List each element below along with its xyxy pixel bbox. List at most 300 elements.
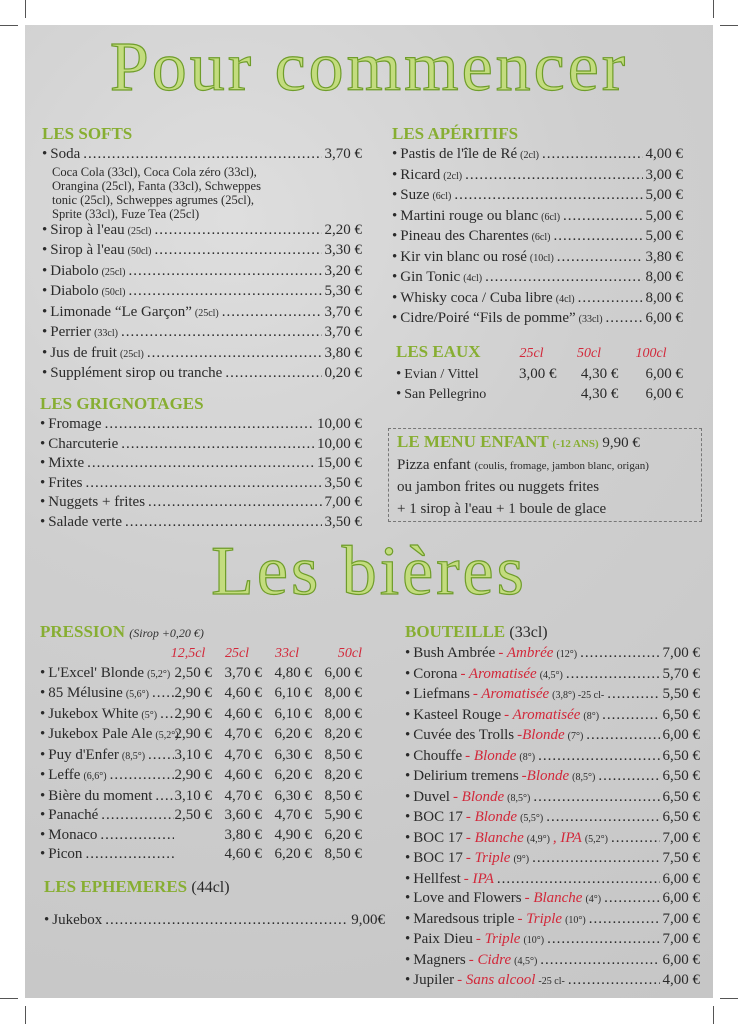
bullet: •	[40, 474, 46, 491]
dot-leader	[578, 289, 643, 309]
item-price: 6,50 €	[662, 788, 700, 805]
item-note: (4,5°)	[514, 955, 538, 967]
dot-leader	[532, 849, 659, 869]
dot-leader	[547, 930, 659, 950]
item-price: 4,30 €	[580, 366, 619, 382]
beer-style: -Blonde	[517, 727, 565, 743]
dot-leader	[557, 248, 643, 268]
bullet: •	[392, 146, 398, 162]
item-price: 6,00 €	[662, 727, 700, 743]
item-name: Frites	[48, 474, 83, 491]
item-note: (50cl)	[101, 287, 126, 298]
dot-leader	[87, 454, 314, 474]
menu-item	[42, 282, 362, 303]
menu-item	[40, 474, 362, 494]
item-price: 6,00 €	[324, 664, 362, 681]
dot-leader	[465, 166, 642, 186]
item-note: (33cl)	[578, 314, 603, 325]
menu-item	[40, 826, 362, 846]
bullet: •	[40, 787, 46, 804]
item-price: 10,00 €	[317, 416, 362, 432]
bullet: •	[40, 685, 46, 701]
bullet: •	[392, 166, 398, 183]
bullet: •	[40, 705, 46, 722]
item-price: 2,50 €	[174, 664, 212, 681]
item-price: 4,60 €	[224, 705, 262, 722]
dot-leader	[222, 303, 322, 323]
bullet: •	[405, 665, 411, 682]
size-header: 100cl	[635, 346, 667, 361]
item-price: 4,30 €	[580, 385, 619, 402]
beer-style: - Aromatisée	[460, 665, 537, 682]
menu-item	[42, 241, 362, 262]
item-note: (6cl)	[432, 191, 452, 202]
menu-item	[40, 766, 362, 787]
bullet: •	[396, 385, 402, 402]
dot-leader	[589, 910, 660, 930]
item-price: 5,70 €	[662, 665, 700, 682]
item-price: 5,00 €	[645, 187, 683, 203]
item-name: Suze	[400, 187, 430, 203]
dot-leader	[85, 474, 321, 494]
item-price: 3,10 €	[174, 746, 212, 763]
menu-line: ou jambon frites ou nuggets frites	[397, 479, 600, 495]
dot-leader	[566, 665, 660, 685]
beer-style: - Cidre	[468, 951, 512, 968]
item-price: 4,00 €	[662, 972, 700, 988]
bullet: •	[396, 366, 402, 382]
item-price: 4,70 €	[224, 787, 262, 804]
item-note: (25cl)	[101, 266, 126, 278]
section-title: LES GRIGNOTAGES	[40, 394, 204, 413]
item-price: 3,80 €	[324, 344, 362, 361]
soda-description-line: Sprite (33cl), Fuze Tea (25cl)	[52, 206, 200, 221]
bullet: •	[392, 207, 398, 224]
item-name: Gin Tonic	[400, 269, 461, 285]
menu-item	[40, 806, 362, 826]
item-name: Martini rouge ou blanc	[400, 207, 539, 224]
item-price: 5,90 €	[324, 807, 362, 823]
item-name: Leffe	[48, 767, 81, 783]
item-price: 6,50 €	[662, 747, 700, 764]
bullet: •	[40, 664, 46, 681]
item-note: (25cl)	[119, 348, 144, 360]
dot-leader	[563, 207, 642, 227]
menu-item	[405, 747, 700, 768]
section-title: LE MENU ENFANT	[397, 432, 549, 451]
item-name: Mixte	[48, 455, 85, 471]
menu-item	[42, 364, 362, 384]
item-price: 3,20 €	[324, 262, 362, 279]
item-name: BOC 17	[413, 809, 463, 825]
item-price: 3,70 €	[324, 303, 362, 320]
dot-leader	[602, 706, 659, 726]
menu-item	[392, 227, 683, 248]
menu-item	[405, 726, 700, 747]
dot-leader	[580, 644, 659, 664]
item-price: 2,20 €	[324, 221, 362, 238]
menu-item	[40, 415, 362, 435]
item-name: Kasteel Rouge	[413, 706, 502, 723]
item-price: 5,00 €	[645, 207, 683, 224]
item-price	[162, 826, 212, 846]
menu-item	[40, 746, 362, 767]
item-price: 7,00 €	[662, 645, 700, 661]
item-note: (10°)	[523, 935, 545, 946]
item-name: Jus de fruit	[50, 344, 117, 361]
section-title: LES SOFTS	[42, 124, 133, 143]
dot-leader	[155, 241, 322, 261]
beer-style: - IPA	[463, 870, 494, 887]
soda-description-line: Orangina (25cl), Fanta (33cl), Schweppes	[52, 178, 261, 193]
item-price: 2,90 €	[174, 726, 212, 742]
item-name: Nuggets + frites	[48, 494, 146, 510]
bullet: •	[40, 494, 46, 510]
item-note: (5,2°)	[155, 730, 179, 741]
section-aperitifs	[392, 123, 683, 330]
item-name: San Pellegrino	[404, 386, 487, 402]
item-price: 15,00 €	[317, 455, 362, 471]
item-note: (7°)	[567, 731, 584, 742]
dot-leader	[606, 309, 643, 329]
dot-leader	[485, 268, 642, 288]
bullet: •	[42, 221, 48, 238]
item-price: 5,30 €	[324, 283, 362, 299]
item-name: L'Excel' Blonde	[48, 664, 145, 681]
dot-leader	[604, 889, 659, 909]
item-name: Chouffe	[413, 747, 463, 764]
item-note: (5,5°)	[520, 813, 544, 824]
menu-item	[405, 706, 700, 727]
item-name: Monaco	[48, 826, 98, 843]
item-price: 6,10 €	[274, 705, 312, 722]
bullet: •	[405, 890, 411, 906]
dot-leader	[121, 435, 314, 455]
bullet: •	[40, 726, 46, 742]
menu-item	[392, 207, 683, 228]
item-name: Delirium tremens	[413, 768, 519, 784]
item-name: Bière du moment	[48, 787, 153, 804]
item-name: Jukebox Pale Ale	[48, 726, 153, 742]
item-price: 6,00 €	[662, 870, 700, 887]
item-price: 6,50 €	[662, 706, 700, 723]
menu-item-soda: • Soda ..... 3,70 €	[42, 145, 362, 165]
section-ephemeres	[44, 876, 385, 931]
item-name: Cuvée des Trolls	[413, 727, 515, 743]
item-price: 2,50 €	[174, 807, 212, 823]
menu-item	[40, 787, 362, 807]
menu-line: + 1 sirop à l'eau + 1 boule de glace	[397, 501, 607, 517]
menu-item	[405, 849, 700, 870]
item-price: 3,00 €	[645, 166, 683, 183]
item-note: (8°)	[519, 751, 536, 763]
size-header: 50cl	[337, 646, 362, 661]
menu-line-note: (coulis, fromage, jambon blanc, origan)	[474, 460, 649, 472]
bullet: •	[405, 829, 411, 846]
item-price	[162, 845, 212, 865]
item-price: 6,00 €	[645, 366, 683, 382]
item-price: 2,90 €	[174, 685, 212, 701]
menu-price: 9,90 €	[602, 435, 640, 451]
menu-item	[40, 454, 362, 474]
bullet: •	[405, 931, 411, 947]
item-note: (25cl)	[194, 307, 219, 319]
item-price: 6,30 €	[274, 787, 312, 804]
dot-leader	[85, 845, 174, 865]
dot-leader	[225, 364, 321, 384]
crop-mark	[713, 0, 714, 18]
item-note: (8°)	[583, 710, 600, 722]
item-name: Fromage	[48, 416, 102, 432]
bullet: •	[42, 283, 48, 299]
item-name: Duvel	[413, 788, 450, 805]
section-bouteille	[405, 621, 700, 992]
menu-item	[44, 911, 385, 931]
bullet: •	[405, 910, 411, 927]
item-price: 3,60 €	[224, 807, 262, 823]
dot-leader	[607, 685, 659, 705]
bullet: •	[40, 435, 46, 452]
bullet: •	[392, 187, 398, 203]
item-name: Picon	[48, 846, 83, 862]
section-menu-enfant	[388, 428, 702, 522]
item-price: 3,50 €	[324, 474, 362, 491]
section-eaux	[396, 341, 683, 404]
bullet: •	[405, 809, 411, 825]
dot-leader	[540, 951, 659, 971]
item-price: 6,20 €	[274, 767, 312, 783]
dot-leader	[542, 145, 642, 165]
item-name: Liefmans	[413, 686, 470, 702]
item-note: (12°)	[556, 649, 578, 660]
item-price: 6,20 €	[274, 846, 312, 862]
menu-item	[392, 289, 683, 310]
item-name: Perrier	[50, 324, 92, 340]
bullet: •	[405, 951, 411, 968]
menu-item	[405, 644, 700, 665]
beer-style: - Triple	[475, 931, 521, 947]
item-price: 3,50 €	[324, 513, 362, 530]
bullet: •	[392, 228, 398, 244]
item-name: Diabolo	[50, 262, 99, 279]
item-name: Jukebox White	[48, 705, 139, 722]
menu-item	[405, 829, 700, 850]
item-note: (25cl)	[127, 225, 152, 237]
menu-item	[40, 493, 362, 513]
item-price: 7,00 €	[662, 829, 700, 846]
dot-leader	[148, 493, 321, 513]
menu-item	[405, 767, 700, 788]
beer-style: - Blanche	[465, 829, 524, 846]
item-note: (3,8°) -25 cl-	[552, 690, 605, 701]
item-note: (8,5°)	[507, 792, 531, 804]
item-price: 7,00 €	[662, 910, 700, 927]
crop-mark	[720, 25, 738, 26]
bullet: •	[42, 344, 48, 361]
bullet: •	[40, 746, 46, 763]
menu-item	[40, 664, 362, 685]
item-note: (6cl)	[541, 211, 561, 223]
menu-item	[405, 665, 700, 686]
dot-leader	[568, 971, 660, 991]
item-price: 10,00 €	[317, 435, 362, 452]
beer-style: - Aromatisée	[504, 706, 581, 723]
item-name: Magners	[413, 951, 466, 968]
menu-item	[405, 971, 700, 992]
crop-mark	[25, 1006, 26, 1024]
menu-item	[396, 365, 683, 385]
bullet: •	[40, 807, 46, 823]
item-price: 3,80 €	[224, 826, 262, 843]
dot-leader	[121, 323, 322, 343]
bullet: •	[40, 826, 46, 843]
beer-style: - Aromatisée	[472, 686, 550, 702]
item-note: (4°)	[585, 894, 602, 905]
size-header: 33cl	[274, 646, 300, 661]
item-price: 6,10 €	[274, 685, 312, 701]
menu-item	[40, 705, 362, 726]
crop-mark	[713, 1006, 714, 1024]
item-note: (8,5°)	[572, 772, 596, 783]
item-note: (2cl)	[520, 150, 540, 161]
item-name: Sirop à l'eau	[50, 221, 125, 238]
item-note: (4,5°)	[539, 669, 563, 681]
item-name: Paix Dieu	[413, 931, 473, 947]
bullet: •	[405, 850, 411, 866]
item-note: (9°)	[513, 854, 530, 865]
bullet: •	[40, 767, 46, 783]
soda-description-line: tonic (25cl), Schweppes agrumes (25cl),	[52, 192, 255, 207]
crop-mark	[720, 998, 738, 999]
menu-item	[392, 186, 683, 207]
item-name: Love and Flowers	[413, 890, 522, 906]
item-price: 8,00 €	[324, 705, 362, 722]
item-price: 7,50 €	[662, 850, 700, 866]
age-note: (-12 ANS)	[552, 438, 599, 450]
section-subtitle: (33cl)	[509, 624, 548, 641]
item-note: (2cl)	[443, 170, 463, 182]
bullet: •	[392, 310, 398, 326]
item-price: 8,50 €	[324, 846, 362, 862]
item-name: Salade verte	[48, 513, 122, 530]
soda-description	[42, 165, 362, 221]
item-price: 3,80 €	[645, 248, 683, 265]
dot-leader	[533, 788, 659, 808]
item-name: Sirop à l'eau	[50, 242, 125, 258]
bullet: •	[392, 269, 398, 285]
menu-item	[42, 323, 362, 344]
item-price: 3,00 €	[518, 366, 557, 382]
item-note: (10cl)	[529, 252, 554, 264]
item-note: (10°)	[565, 914, 586, 926]
bullet: •	[405, 972, 411, 988]
item-name: Maredsous triple	[413, 910, 515, 927]
dot-leader	[128, 262, 321, 282]
bullet: •	[42, 262, 48, 279]
menu-item	[42, 262, 362, 283]
menu-item	[392, 248, 683, 269]
soda-description-line: Coca Cola (33cl), Coca Cola zéro (33cl),	[52, 164, 257, 179]
item-name: BOC 17	[413, 829, 463, 846]
size-header: 25cl	[519, 346, 544, 361]
beer-style: - Ambrée	[498, 645, 554, 661]
item-note: (6cl)	[531, 232, 551, 243]
dot-leader	[598, 767, 659, 787]
item-price: 7,00 €	[324, 494, 362, 510]
dot-leader	[147, 344, 322, 364]
item-note: (5,2°)	[584, 833, 608, 845]
item-note: (6,6°)	[83, 771, 107, 782]
menu-line: Pizza enfant	[397, 457, 471, 473]
menu-item	[40, 684, 362, 705]
beer-style: - Triple	[517, 910, 563, 927]
bullet: •	[42, 365, 48, 381]
section-grignotages	[40, 393, 362, 532]
beer-style: - Blonde	[465, 747, 517, 764]
dot-leader	[128, 282, 321, 302]
beer-style: - Blanche	[524, 890, 583, 906]
bullet: •	[40, 846, 46, 862]
bullet: •	[40, 416, 46, 432]
item-price: 6,00 €	[645, 385, 683, 402]
size-header: 25cl	[224, 646, 250, 661]
bullet: •	[405, 686, 411, 702]
menu-item	[396, 385, 683, 405]
bullet: •	[42, 324, 48, 340]
item-price: 8,20 €	[324, 726, 362, 742]
bullet: •	[392, 289, 398, 306]
item-price: 3,10 €	[174, 787, 212, 804]
size-header: 12,5cl	[170, 646, 206, 661]
menu-item	[40, 513, 362, 533]
menu-item	[40, 725, 362, 746]
dot-leader	[125, 513, 322, 533]
bullet: •	[405, 645, 411, 661]
item-price: 8,00 €	[645, 269, 683, 285]
item-name: Kir vin blanc ou rosé	[400, 248, 527, 265]
item-name: Limonade “Le Garçon”	[50, 303, 192, 320]
beer-style: - Blonde	[452, 788, 505, 805]
section-title: LES EPHEMERES	[44, 877, 188, 896]
item-price: 4,70 €	[224, 746, 262, 763]
item-price: 4,00 €	[645, 146, 683, 162]
beer-style: - Triple	[465, 850, 511, 866]
item-name: Evian / Vittel	[404, 367, 479, 382]
item-price: 3,70 €	[324, 324, 362, 340]
menu-item	[42, 344, 362, 365]
menu-item	[392, 166, 683, 187]
item-price: 2,90 €	[174, 767, 212, 783]
bullet: •	[40, 513, 46, 530]
dot-leader	[586, 726, 659, 746]
item-price: 4,80 €	[274, 664, 312, 681]
item-name: BOC 17	[413, 850, 463, 866]
bullet: •	[405, 706, 411, 723]
title-pour-commencer: Pour commencer	[109, 29, 629, 106]
section-title: LES EAUX	[396, 342, 481, 361]
crop-mark	[0, 998, 18, 999]
item-note: (5,2°)	[147, 668, 171, 680]
menu-item	[392, 309, 683, 330]
item-name: Supplément sirop ou tranche	[50, 365, 223, 381]
dot-leader	[553, 227, 642, 247]
menu-item	[405, 808, 700, 829]
section-subtitle: (Sirop +0,20 €)	[129, 626, 204, 640]
dot-leader	[611, 829, 660, 849]
item-note: (4cl)	[463, 273, 483, 284]
item-price: 8,50 €	[324, 746, 362, 763]
bullet: •	[405, 788, 411, 805]
